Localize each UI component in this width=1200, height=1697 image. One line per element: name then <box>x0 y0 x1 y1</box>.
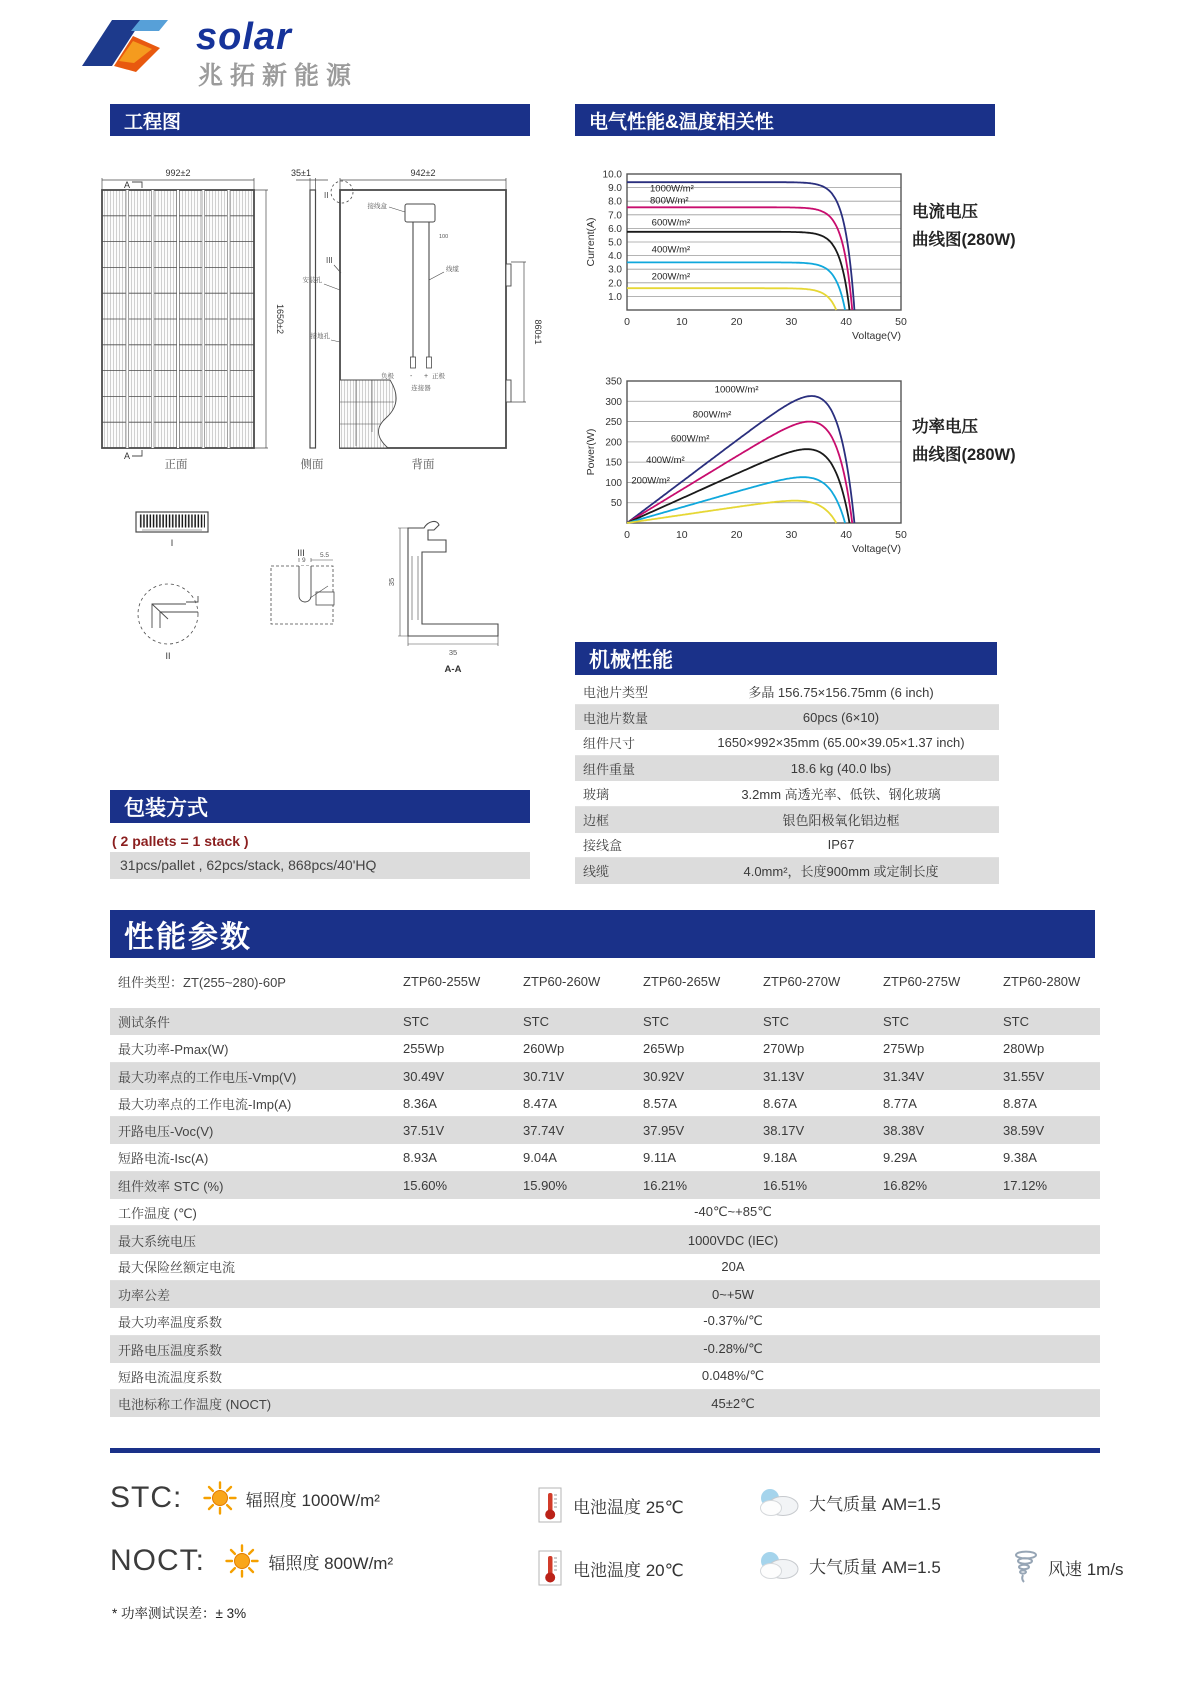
label-cable: 线缆 <box>446 266 459 273</box>
perf-cell: 275Wp <box>883 1040 925 1056</box>
perf-row-label: 最大功率温度系数 <box>118 1314 223 1330</box>
x-tick-label: 40 <box>840 316 853 328</box>
perf-cell: 8.67A <box>763 1095 797 1111</box>
perf-row <box>110 1336 1100 1363</box>
perf-row <box>110 1172 1100 1199</box>
condition-item <box>536 1487 684 1523</box>
curve-label: 200W/m² <box>651 271 691 283</box>
perf-cell: 260Wp <box>523 1040 565 1056</box>
mark-a-bottom: A <box>124 451 131 461</box>
y-tick-label: 200 <box>605 437 622 449</box>
label-minus: - <box>410 373 413 380</box>
pv-chart <box>583 373 913 555</box>
logo-wordmark: solar <box>196 16 292 58</box>
mechanical-table <box>575 679 999 884</box>
section-title-mechanical: 机械性能 <box>575 642 997 675</box>
perf-cell: 38.17V <box>763 1123 805 1139</box>
perf-cell: 8.93A <box>403 1150 437 1166</box>
x-tick-label: 30 <box>785 529 798 541</box>
x-axis-label: Voltage(V) <box>851 330 901 342</box>
corner-detail <box>138 584 198 644</box>
perf-row <box>110 1281 1100 1308</box>
dim-profile-height: 35 <box>387 577 396 587</box>
cloud-icon <box>756 1550 800 1580</box>
perf-row <box>110 1254 1100 1281</box>
condition-item <box>756 1550 941 1580</box>
perf-cell: 9.29A <box>883 1150 917 1166</box>
condition-text: 风速 1m/s <box>1048 1559 1124 1579</box>
engineering-drawing <box>88 162 548 707</box>
y-tick-label: 2.0 <box>608 278 622 290</box>
condition-item <box>756 1487 941 1517</box>
performance-body <box>110 1008 1100 1417</box>
footer-divider <box>110 1448 1100 1453</box>
marker-detail-iii: III <box>326 256 333 265</box>
x-tick-label: 20 <box>730 529 743 541</box>
y-axis-label: Current(A) <box>585 217 597 267</box>
perf-cell: 30.49V <box>403 1068 445 1084</box>
curve-label: 800W/m² <box>650 195 689 207</box>
thermometer-icon <box>536 1550 564 1586</box>
model-header: ZTP60-260W <box>523 973 601 989</box>
stc-conditions-row <box>110 1481 1170 1531</box>
perf-row-label: 最大功率点的工作电压-Vmp(V) <box>118 1069 297 1085</box>
perf-row-label: 短路电流-Isc(A) <box>118 1151 209 1167</box>
dim-slot-9: 9 <box>302 557 306 564</box>
dim-cable-100: 100 <box>439 234 449 240</box>
section-title-electrical: 电气性能&温度相关性 <box>575 104 995 136</box>
curve-label: 600W/m² <box>651 217 691 229</box>
curve-label: 600W/m² <box>670 433 710 445</box>
perf-merged-value: 0~+5W <box>712 1287 754 1303</box>
perf-cell: 9.04A <box>523 1150 557 1166</box>
x-tick-label: 40 <box>840 529 853 541</box>
side-view <box>296 178 328 448</box>
y-axis-label: Power(W) <box>585 428 597 476</box>
dim-back-height: 860±1 <box>533 319 543 345</box>
x-tick-label: 0 <box>624 529 630 541</box>
perf-cell: 16.51% <box>763 1177 808 1193</box>
y-tick-label: 50 <box>610 498 622 510</box>
perf-row-label: 测试条件 <box>118 1015 171 1031</box>
curve-200W/m² <box>627 288 836 310</box>
mark-a-top: A <box>124 180 131 190</box>
mech-row-value: 1650×992×35mm (65.00×39.05×1.37 inch) <box>717 734 965 750</box>
perf-cell: 31.13V <box>763 1068 805 1084</box>
perf-cell: 30.92V <box>643 1068 685 1084</box>
perf-cell: 17.12% <box>1003 1177 1048 1193</box>
mech-row-label: 线缆 <box>583 864 610 880</box>
tc-logo-icon <box>74 12 192 92</box>
condition-item <box>536 1550 684 1586</box>
performance-table <box>110 966 1100 1417</box>
y-tick-label: 3.0 <box>608 264 622 276</box>
condition-item <box>203 1481 380 1515</box>
marker-detail-ii: II <box>324 191 329 200</box>
dim-side-width: 35±1 <box>291 168 311 178</box>
perf-cell: 8.87A <box>1003 1095 1037 1111</box>
perf-row-label: 电池标称工作温度 (NOCT) <box>118 1397 272 1413</box>
perf-cell: 30.71V <box>523 1068 565 1084</box>
perf-cell: 265Wp <box>643 1040 685 1056</box>
perf-cell: 8.77A <box>883 1095 917 1111</box>
perf-row <box>110 1226 1100 1253</box>
perf-row-label: 开路电压-Voc(V) <box>118 1124 214 1140</box>
x-tick-label: 10 <box>675 529 688 541</box>
perf-merged-value: 20A <box>721 1259 745 1275</box>
curve-label: 200W/m² <box>631 475 670 487</box>
y-tick-label: 7.0 <box>608 210 622 222</box>
perf-cell: 31.34V <box>883 1068 925 1084</box>
curve-label: 1000W/m² <box>650 183 694 195</box>
perf-row <box>110 1144 1100 1171</box>
cloud-icon <box>756 1487 800 1517</box>
x-tick-label: 10 <box>675 316 688 328</box>
module-type-label: 组件类型：ZT(255~280)-60P <box>118 974 286 990</box>
mech-row-label: 组件重量 <box>583 762 636 778</box>
detail-i-label: I <box>170 538 174 548</box>
section-title-drawings: 工程图 <box>110 104 530 136</box>
y-tick-label: 9.0 <box>608 183 622 195</box>
perf-cell: 37.51V <box>403 1123 445 1139</box>
mech-row-value: 多晶 156.75×156.75mm (6 inch) <box>748 684 934 700</box>
model-header: ZTP60-265W <box>643 973 721 989</box>
perf-row <box>110 1117 1100 1144</box>
perf-cell: STC <box>883 1014 909 1030</box>
x-axis-label: Voltage(V) <box>851 543 901 555</box>
label-positive: 正极 <box>432 373 445 380</box>
label-plus: + <box>424 373 429 380</box>
perf-cell: 9.18A <box>763 1150 797 1166</box>
perf-cell: 38.59V <box>1003 1123 1045 1139</box>
side-view-label: 侧面 <box>300 459 324 471</box>
iv-caption-line2: 曲线图(280W) <box>912 231 1016 249</box>
stc-label: STC: <box>110 1481 183 1514</box>
perf-cell: 255Wp <box>403 1040 445 1056</box>
section-aa-label: A-A <box>444 664 462 675</box>
x-tick-label: 0 <box>624 316 630 328</box>
mech-row <box>575 858 999 884</box>
noct-conditions-row <box>110 1544 1170 1594</box>
label-junction-box: 接线盒 <box>367 203 387 210</box>
perf-cell: STC <box>403 1014 429 1030</box>
detail-iii-label: III <box>297 548 305 558</box>
mech-row-label: 电池片类型 <box>583 684 649 700</box>
perf-cell: 8.47A <box>523 1095 557 1111</box>
mech-row-label: 玻璃 <box>583 787 610 803</box>
y-tick-label: 1.0 <box>608 291 622 303</box>
packing-value: 31pcs/pallet , 62pcs/stack, 868pcs/40'HQ <box>110 852 530 879</box>
y-tick-label: 6.0 <box>608 223 622 235</box>
perf-merged-value: 1000VDC (IEC) <box>687 1232 779 1248</box>
condition-item <box>1013 1550 1124 1584</box>
model-header: ZTP60-280W <box>1003 973 1081 989</box>
detail-ii-label: II <box>165 651 171 661</box>
thermometer-icon <box>536 1487 564 1523</box>
x-tick-label: 20 <box>730 316 743 328</box>
mech-row-label: 电池片数量 <box>583 710 649 726</box>
condition-item <box>225 1544 393 1578</box>
condition-text: 大气质量 AM=1.5 <box>809 1557 941 1577</box>
model-header: ZTP60-270W <box>763 973 841 989</box>
power-tolerance-note: * 功率测试误差：± 3% <box>112 1606 247 1621</box>
mech-row <box>575 807 999 833</box>
sun-icon <box>203 1481 237 1515</box>
perf-row <box>110 1090 1100 1117</box>
mech-row-value: 4.0mm²，长度900mm 或定制长度 <box>743 864 939 880</box>
curve-label: 1000W/m² <box>714 384 759 396</box>
packing-note: ( 2 pallets = 1 stack ) <box>112 833 249 849</box>
y-tick-label: 350 <box>605 376 622 388</box>
slot-detail <box>271 558 334 624</box>
mech-row <box>575 756 999 782</box>
dim-front-height: 1650±2 <box>275 304 285 334</box>
perf-merged-value: 0.048%/℃ <box>701 1368 765 1383</box>
perf-cell: 9.38A <box>1003 1150 1037 1166</box>
y-tick-label: 8.0 <box>608 196 622 208</box>
x-tick-label: 30 <box>785 316 798 328</box>
mech-row <box>575 833 999 859</box>
perf-row <box>110 1363 1100 1390</box>
perf-row-label: 工作温度 (℃) <box>118 1205 197 1221</box>
pv-caption-line2: 曲线图(280W) <box>912 446 1016 464</box>
label-negative: 负极 <box>381 373 394 380</box>
iv-chart <box>583 166 913 342</box>
perf-cell: STC <box>643 1014 669 1030</box>
barcode-detail <box>136 512 208 532</box>
section-title-packing: 包装方式 <box>110 790 530 823</box>
x-tick-label: 50 <box>895 316 907 328</box>
x-tick-label: 50 <box>895 529 907 541</box>
condition-text: 电池温度 20℃ <box>573 1560 684 1580</box>
dim-back-width: 942±2 <box>410 168 436 178</box>
condition-text: 辐照度 800W/m² <box>268 1553 394 1573</box>
perf-cell: 16.21% <box>643 1177 688 1193</box>
y-tick-label: 300 <box>605 396 622 408</box>
section-title-performance: 性能参数 <box>110 910 1095 958</box>
perf-row <box>110 1199 1100 1226</box>
mech-row-label: 边框 <box>583 813 610 829</box>
perf-cell: 37.74V <box>523 1123 565 1139</box>
condition-text: 辐照度 1000W/m² <box>245 1490 380 1510</box>
dim-front-width: 992±2 <box>165 168 191 178</box>
mech-row-value: 银色阳极氧化铝边框 <box>782 813 900 829</box>
mech-row-value: 18.6 kg (40.0 lbs) <box>790 761 892 777</box>
sun-icon <box>225 1544 259 1578</box>
perf-row <box>110 1308 1100 1335</box>
perf-cell: 15.60% <box>403 1177 448 1193</box>
perf-row-label: 组件效率 STC (%) <box>118 1178 224 1194</box>
front-view <box>102 178 268 456</box>
dim-profile-width: 35 <box>448 648 458 657</box>
perf-row-label: 最大系统电压 <box>118 1233 197 1249</box>
mech-row-value: 60pcs (6×10) <box>802 709 880 725</box>
perf-cell: 31.55V <box>1003 1068 1045 1084</box>
perf-row-label: 最大保险丝额定电流 <box>118 1260 236 1276</box>
perf-row-label: 开路电压温度系数 <box>118 1342 223 1358</box>
perf-merged-value: -0.37%/℃ <box>703 1313 763 1329</box>
perf-cell: STC <box>1003 1014 1029 1030</box>
dim-slot-55: 5.5 <box>320 552 330 559</box>
perf-row-label: 最大功率-Pmax(W) <box>118 1041 229 1057</box>
perf-row <box>110 1390 1100 1417</box>
iv-chart-caption <box>912 198 1082 254</box>
y-tick-label: 4.0 <box>608 251 622 263</box>
back-view <box>324 178 526 448</box>
front-view-label: 正面 <box>164 459 188 471</box>
y-tick-label: 10.0 <box>602 169 622 181</box>
perf-cell: 280Wp <box>1003 1040 1045 1056</box>
mech-row <box>575 781 999 807</box>
model-header: ZTP60-255W <box>403 973 481 989</box>
performance-header-row <box>110 966 1100 996</box>
perf-cell: STC <box>763 1014 789 1030</box>
y-tick-label: 150 <box>605 457 622 469</box>
perf-cell: 38.38V <box>883 1123 925 1139</box>
perf-cell: 9.11A <box>643 1150 677 1166</box>
perf-row-label: 功率公差 <box>118 1288 171 1304</box>
frame-profile <box>398 521 498 646</box>
perf-cell: 15.90% <box>523 1177 568 1193</box>
perf-row <box>110 1008 1100 1035</box>
perf-row <box>110 1063 1100 1090</box>
noct-label: NOCT: <box>110 1544 205 1577</box>
curve-label: 400W/m² <box>646 454 685 466</box>
perf-cell: 37.95V <box>643 1123 685 1139</box>
mech-row <box>575 730 999 756</box>
label-ground-hole: 接地孔 <box>310 333 330 340</box>
condition-text: 大气质量 AM=1.5 <box>809 1494 941 1514</box>
perf-cell: STC <box>523 1014 549 1030</box>
y-tick-label: 5.0 <box>608 237 622 249</box>
mech-row <box>575 679 999 705</box>
perf-row <box>110 1035 1100 1062</box>
mech-row-label: 组件尺寸 <box>583 735 636 751</box>
logo-chinese-name: 兆拓新能源 <box>198 62 359 90</box>
iv-caption-line1: 电流电压 <box>912 203 978 221</box>
model-header: ZTP60-275W <box>883 973 961 989</box>
perf-cell: 270Wp <box>763 1040 805 1056</box>
y-tick-label: 250 <box>605 417 622 429</box>
curve-label: 400W/m² <box>651 244 691 256</box>
label-connector: 连接器 <box>411 385 431 392</box>
mech-row-label: 接线盒 <box>583 838 623 854</box>
perf-cell: 8.57A <box>643 1095 677 1111</box>
pv-chart-caption <box>912 413 1082 469</box>
condition-text: 电池温度 25℃ <box>573 1497 684 1517</box>
perf-merged-value: -0.28%/℃ <box>703 1341 763 1357</box>
back-view-label: 背面 <box>411 459 435 471</box>
pv-caption-line1: 功率电压 <box>912 418 978 436</box>
tornado-icon <box>1013 1550 1039 1584</box>
plot-border <box>627 381 901 523</box>
perf-merged-value: 45±2℃ <box>711 1395 755 1411</box>
perf-cell: 16.82% <box>883 1177 928 1193</box>
mech-row <box>575 705 999 731</box>
perf-row-label: 短路电流温度系数 <box>118 1369 223 1385</box>
label-mount-hole: 安装孔 <box>302 277 322 284</box>
y-tick-label: 100 <box>605 477 622 489</box>
mech-row-value: 3.2mm 高透光率、低铁、钢化玻璃 <box>741 787 941 803</box>
perf-cell: 8.36A <box>403 1095 437 1111</box>
perf-merged-value: -40℃~+85℃ <box>694 1204 772 1220</box>
curve-label: 800W/m² <box>692 409 732 421</box>
perf-row-label: 最大功率点的工作电流-Imp(A) <box>118 1096 292 1112</box>
mech-row-value: IP67 <box>827 837 855 853</box>
